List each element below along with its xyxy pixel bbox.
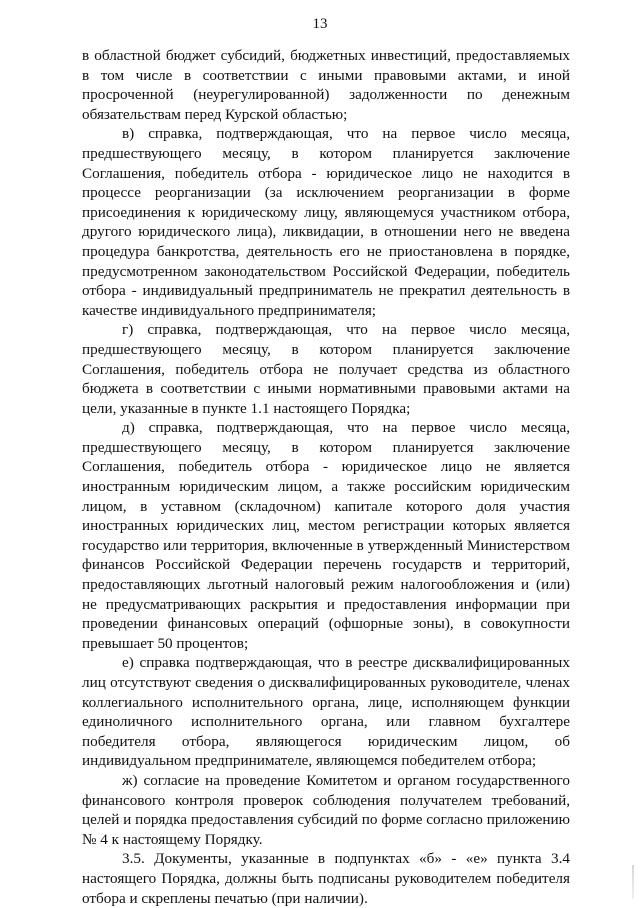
paragraph-item-g: г) справка, подтверждающая, что на первое число месяца, предшествующего месяцу, в котором планируется заключение Соглашения, победитель отбора не получает средства из областного бюджета в соответствии с иными нормативными правовыми актами на цели, указанные в пункте 1.1 настоящего Порядка; — [82, 321, 570, 417]
page-number: 13 — [312, 16, 328, 32]
paragraph-section-3-5: 3.5. Документы, указанные в подпунктах «б» - «е» пункта 3.4 настоящего Порядка, должны быть подписаны руководителем победителя отбора и скреплены печатью (при наличии). — [82, 850, 570, 907]
scan-edge-mark — [632, 865, 634, 899]
document-body — [82, 46, 570, 908]
paragraph-item-d: д) справка, подтверждающая, что на первое число месяца, предшествующего месяцу, в котором планируется заключение Соглашения, победитель отбора - юридическое лицо не является иностранным юридическим лицом, а также российским юридическим лицом, в уставном (складочном) капитале которого доля участия иностранных юридических лиц, местом регистрации которых является государство или территория, включенные в утвержденный Министерством финансов Российской Федерации перечень государств и территорий, предоставляющих льготный налоговый режим налогообложения и (или) не предусматривающих раскрытия и предоставления информации при проведении финансовых операций (офшорные зоны), в совокупности превышает 50 процентов; — [82, 419, 570, 652]
paragraph-item-v: в) справка, подтверждающая, что на первое число месяца, предшествующего месяцу, в котором планируется заключение Соглашения, победитель отбора - юридическое лицо не находится в процессе реорганизации (за исключением реорганизации в форме присоединения к юридическому лицу, являющемуся участником отбора, другого юридического лица), ликвидации, в отношении него не введена процедура банкротства, деятельность его не приостановлена в порядке, предусмотренном законодательством Российской Федерации, победитель отбора - индивидуальный предприниматель не прекратил деятельность в качестве индивидуального предпринимателя; — [82, 125, 570, 319]
paragraph-continuation: в областной бюджет субсидий, бюджетных инвестиций, предоставляемых в том числе в соответствии с иными правовыми актами, и иной просроченной (неурегулированной) задолженности по денежным обязательствам перед Курской областью; — [82, 47, 570, 123]
paragraph-item-e: е) справка подтверждающая, что в реестре дисквалифицированных лиц отсутствуют сведения о дисквалифицированных руководителе, членах коллегиального исполнительного органа, лице, исполняющем функции единоличного исполнительного органа, или главном бухгалтере победителя отбора, являющегося юридическим лицом, об индивидуальном предпринимателе, являющемся победителем отбора; — [82, 654, 570, 770]
paragraph-item-zh: ж) согласие на проведение Комитетом и органом государственного финансового контроля проверок соблюдения получателем требований, целей и порядка предоставления субсидий по форме согласно приложению № 4 к настоящему Порядку. — [82, 771, 570, 848]
